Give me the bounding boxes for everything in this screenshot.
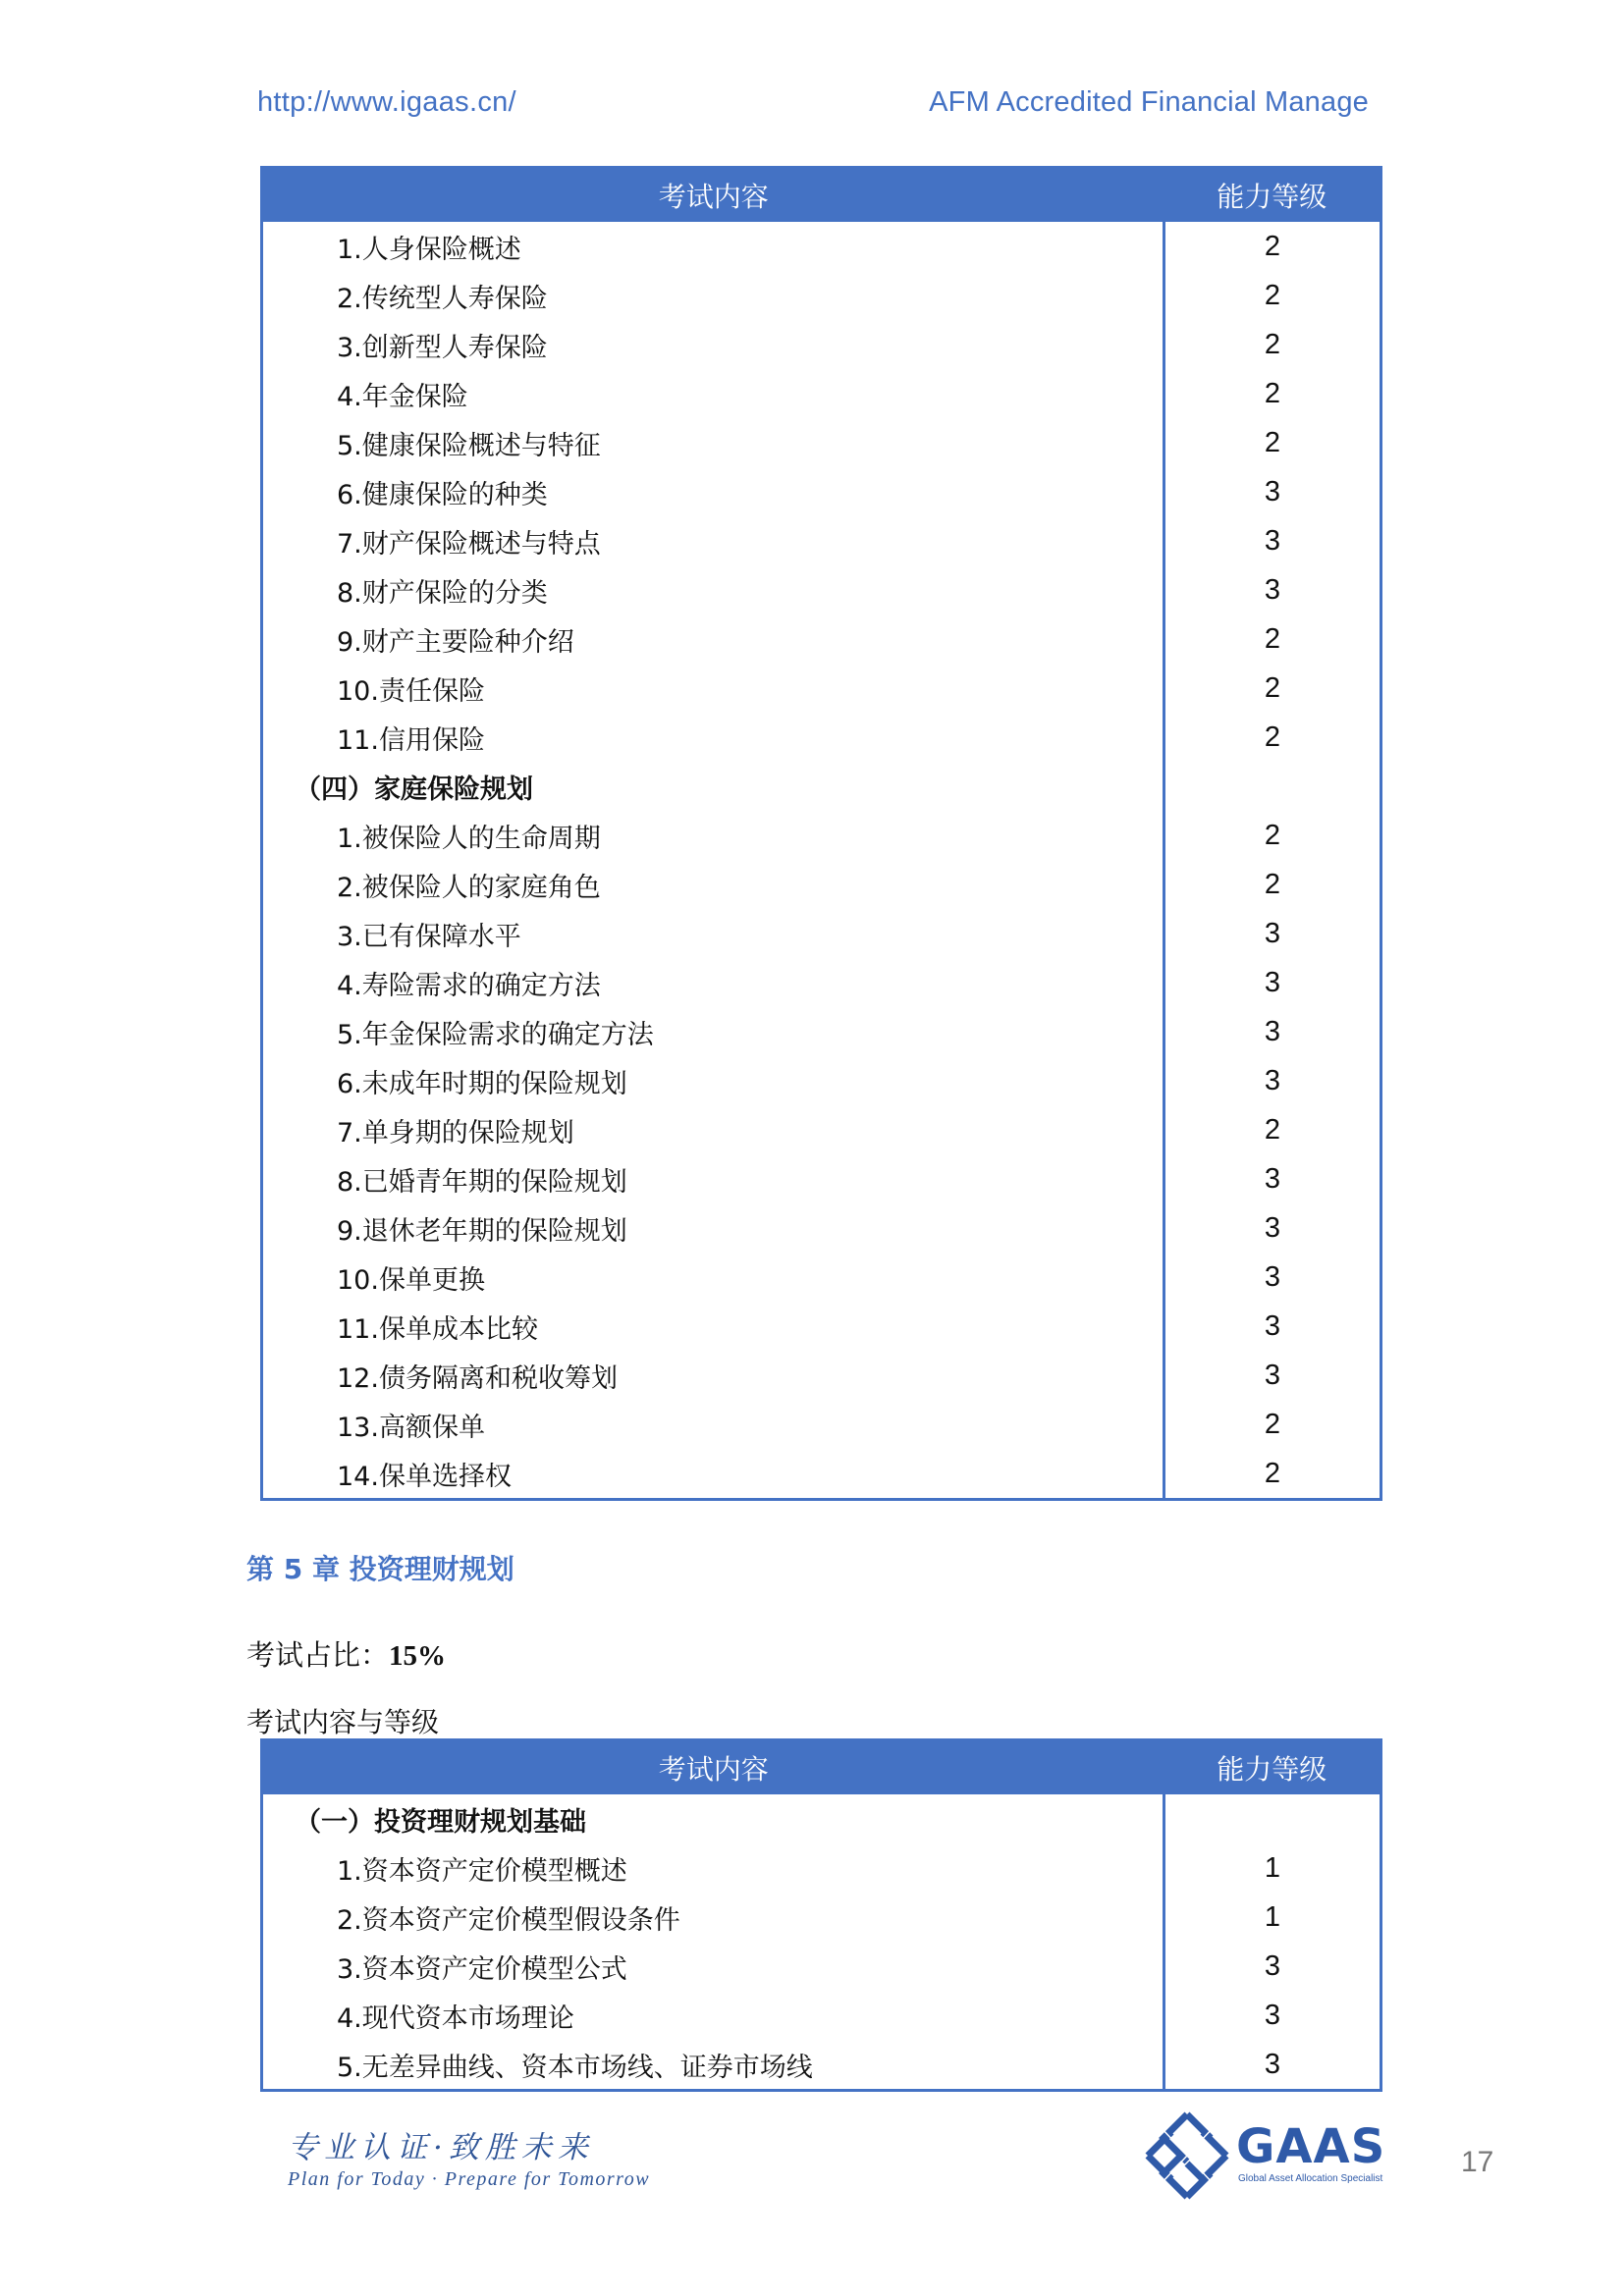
syllabus-table-insurance [260, 166, 1382, 1501]
table-row [262, 418, 1381, 467]
table-row [262, 811, 1381, 860]
level-cell [1164, 1794, 1381, 1843]
column-header-level: 能力等级 [1164, 168, 1381, 223]
topic-cell: 9.财产主要险种介绍 [337, 626, 574, 658]
level-cell: 2 [1164, 1449, 1381, 1500]
table-row [262, 958, 1381, 1007]
topic-cell: 3.创新型人寿保险 [337, 332, 548, 363]
table-row [262, 1449, 1381, 1500]
header-title: AFM Accredited Financial Manage [929, 86, 1369, 118]
topic-cell: 11.保单成本比较 [337, 1313, 538, 1345]
table-body [262, 1794, 1381, 2091]
level-cell: 3 [1164, 909, 1381, 958]
footer-slogan [288, 2130, 650, 2193]
topic-cell: 2.被保险人的家庭角色 [337, 872, 601, 903]
table-row [262, 1302, 1381, 1351]
level-cell: 2 [1164, 860, 1381, 909]
level-cell: 3 [1164, 1154, 1381, 1203]
section-heading: （一）投资理财规划基础 [295, 1806, 586, 1838]
level-cell: 3 [1164, 1203, 1381, 1253]
section-heading: （四）家庭保险规划 [295, 774, 533, 805]
topic-cell: 1.资本资产定价模型概述 [337, 1855, 627, 1887]
topic-cell: 2.传统型人寿保险 [337, 283, 548, 314]
logo-text: GAAS [1236, 2119, 1386, 2174]
table-row [262, 1843, 1381, 1893]
level-cell: 2 [1164, 614, 1381, 664]
level-cell: 3 [1164, 1253, 1381, 1302]
table-row [262, 664, 1381, 713]
table-row [262, 369, 1381, 418]
table-row [262, 1893, 1381, 1942]
topic-cell: 12.债务隔离和税收筹划 [337, 1362, 618, 1394]
topic-cell: 9.退休老年期的保险规划 [337, 1215, 627, 1247]
level-cell: 3 [1164, 467, 1381, 516]
slogan-english: Plan for Today · Prepare for Tomorrow [288, 2168, 651, 2190]
syllabus-table-investment [260, 1738, 1382, 2092]
table-row [262, 2040, 1381, 2091]
table-section-row [262, 762, 1381, 811]
topic-cell: 8.财产保险的分类 [337, 577, 548, 609]
level-cell: 3 [1164, 1991, 1381, 2040]
table-row [262, 565, 1381, 614]
level-cell: 2 [1164, 713, 1381, 762]
table-row [262, 1056, 1381, 1105]
chapter-title: 第 5 章 投资理财规划 [246, 1553, 514, 1585]
table-row [262, 1253, 1381, 1302]
level-cell: 2 [1164, 811, 1381, 860]
level-cell: 2 [1164, 320, 1381, 369]
gaas-logo [1142, 2109, 1387, 2203]
topic-cell: 3.已有保障水平 [337, 921, 521, 952]
table-row [262, 1105, 1381, 1154]
table-body [262, 222, 1381, 1500]
topic-cell: 11.信用保险 [337, 724, 485, 756]
gaas-emblem-icon [1142, 2109, 1232, 2203]
table-row [262, 1154, 1381, 1203]
table-row [262, 1351, 1381, 1400]
column-header-content: 考试内容 [262, 168, 1164, 223]
table-row [262, 1942, 1381, 1991]
level-cell: 2 [1164, 418, 1381, 467]
topic-cell: 7.财产保险概述与特点 [337, 528, 601, 560]
topic-cell: 4.寿险需求的确定方法 [337, 970, 601, 1001]
exam-weight-value: 15% [389, 1640, 447, 1672]
logo-subtitle: Global Asset Allocation Specialist [1238, 2173, 1383, 2184]
column-header-level: 能力等级 [1164, 1740, 1381, 1795]
topic-cell: 10.责任保险 [337, 675, 485, 707]
level-cell: 3 [1164, 958, 1381, 1007]
column-header-content: 考试内容 [262, 1740, 1164, 1795]
level-cell [1164, 762, 1381, 811]
topic-cell: 10.保单更换 [337, 1264, 485, 1296]
table-row [262, 467, 1381, 516]
level-cell: 2 [1164, 1105, 1381, 1154]
topic-cell: 4.现代资本市场理论 [337, 2002, 574, 2034]
content-levels-title: 考试内容与等级 [246, 1706, 440, 1738]
topic-cell: 5.无差异曲线、资本市场线、证券市场线 [337, 2052, 813, 2083]
table-row [262, 222, 1381, 271]
level-cell: 3 [1164, 1302, 1381, 1351]
level-cell: 1 [1164, 1893, 1381, 1942]
level-cell: 2 [1164, 271, 1381, 320]
topic-cell: 4.年金保险 [337, 381, 468, 412]
topic-cell: 2.资本资产定价模型假设条件 [337, 1904, 680, 1936]
topic-cell: 7.单身期的保险规划 [337, 1117, 574, 1148]
level-cell: 2 [1164, 369, 1381, 418]
level-cell: 2 [1164, 664, 1381, 713]
topic-cell: 5.年金保险需求的确定方法 [337, 1019, 654, 1050]
level-cell: 3 [1164, 2040, 1381, 2091]
table-section-row [262, 1794, 1381, 1843]
topic-cell: 14.保单选择权 [337, 1461, 512, 1492]
table-row [262, 614, 1381, 664]
level-cell: 3 [1164, 1942, 1381, 1991]
level-cell: 3 [1164, 1007, 1381, 1056]
topic-cell: 6.未成年时期的保险规划 [337, 1068, 627, 1099]
topic-cell: 1.人身保险概述 [337, 234, 521, 265]
page-number: 17 [1461, 2146, 1494, 2178]
table-row [262, 1007, 1381, 1056]
table-row [262, 516, 1381, 565]
topic-cell: 6.健康保险的种类 [337, 479, 548, 510]
table-header-row [262, 1740, 1381, 1795]
table-row [262, 860, 1381, 909]
table-row [262, 713, 1381, 762]
slogan-chinese: 专业认证·致胜未来 [288, 2130, 594, 2165]
level-cell: 3 [1164, 565, 1381, 614]
level-cell: 2 [1164, 222, 1381, 271]
table-row [262, 1991, 1381, 2040]
header-url[interactable]: http://www.igaas.cn/ [257, 86, 516, 118]
table-row [262, 1400, 1381, 1449]
table-row [262, 1203, 1381, 1253]
level-cell: 1 [1164, 1843, 1381, 1893]
level-cell: 2 [1164, 1400, 1381, 1449]
table-row [262, 271, 1381, 320]
topic-cell: 8.已婚青年期的保险规划 [337, 1166, 627, 1198]
level-cell: 3 [1164, 1351, 1381, 1400]
topic-cell: 5.健康保险概述与特征 [337, 430, 601, 461]
topic-cell: 3.资本资产定价模型公式 [337, 1953, 627, 1985]
exam-weight-label: 考试占比： [246, 1638, 390, 1672]
table-row [262, 320, 1381, 369]
exam-weight [246, 1633, 446, 1674]
level-cell: 3 [1164, 1056, 1381, 1105]
topic-cell: 13.高额保单 [337, 1412, 485, 1443]
topic-cell: 1.被保险人的生命周期 [337, 823, 601, 854]
level-cell: 3 [1164, 516, 1381, 565]
table-header-row [262, 168, 1381, 223]
table-row [262, 909, 1381, 958]
